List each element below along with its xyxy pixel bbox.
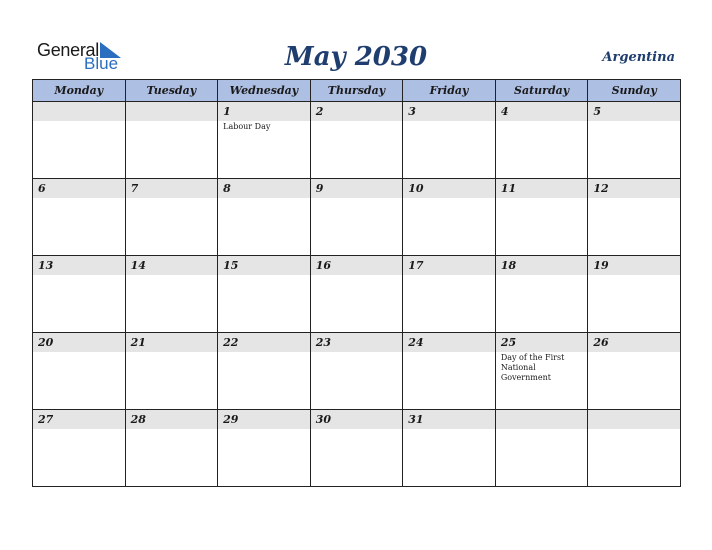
weekday-header: Saturday <box>495 80 588 102</box>
day-number: 15 <box>218 256 310 275</box>
holiday-label: Labour Day <box>223 122 271 131</box>
week-row <box>33 410 681 487</box>
day-number: 29 <box>218 410 310 429</box>
day-number: 31 <box>403 410 495 429</box>
day-number: 7 <box>126 179 218 198</box>
day-number: 3 <box>403 102 495 121</box>
day-cell <box>403 179 496 256</box>
day-number: 24 <box>403 333 495 352</box>
day-cell <box>218 102 311 179</box>
day-number <box>126 102 218 121</box>
day-number: 18 <box>496 256 588 275</box>
day-number: 28 <box>126 410 218 429</box>
day-number: 22 <box>218 333 310 352</box>
day-number: 1 <box>218 102 310 121</box>
day-cell <box>125 102 218 179</box>
weekday-header: Wednesday <box>218 80 311 102</box>
logo-text-general: General <box>37 40 99 60</box>
day-number: 8 <box>218 179 310 198</box>
day-number: 30 <box>311 410 403 429</box>
day-cell <box>588 410 681 487</box>
day-number: 11 <box>496 179 588 198</box>
holiday-label: Day of the First National Government <box>500 353 565 382</box>
day-number: 26 <box>588 333 680 352</box>
day-number: 20 <box>33 333 125 352</box>
weekday-header: Thursday <box>310 80 403 102</box>
day-cell <box>125 333 218 410</box>
day-cell <box>310 102 403 179</box>
day-cell <box>125 410 218 487</box>
day-cell <box>125 256 218 333</box>
day-number: 5 <box>588 102 680 121</box>
day-cell <box>125 179 218 256</box>
day-cell <box>588 102 681 179</box>
day-number: 12 <box>588 179 680 198</box>
day-cell <box>403 256 496 333</box>
day-cell <box>218 410 311 487</box>
day-number: 27 <box>33 410 125 429</box>
day-cell <box>33 102 126 179</box>
day-cell <box>588 179 681 256</box>
day-number: 19 <box>588 256 680 275</box>
logo-text-blue: Blue <box>84 54 119 73</box>
week-row <box>33 333 681 410</box>
day-cell <box>495 102 588 179</box>
week-row <box>33 256 681 333</box>
calendar-grid <box>32 79 681 487</box>
week-row <box>33 179 681 256</box>
weekday-header: Friday <box>403 80 496 102</box>
day-cell <box>218 256 311 333</box>
day-cell <box>218 333 311 410</box>
day-number <box>496 410 588 429</box>
day-number: 4 <box>496 102 588 121</box>
day-cell <box>33 410 126 487</box>
day-cell <box>33 179 126 256</box>
weekday-header: Monday <box>33 80 126 102</box>
day-cell <box>310 410 403 487</box>
page-title: May 2030 <box>284 42 428 72</box>
day-cell <box>588 256 681 333</box>
day-number <box>33 102 125 121</box>
day-number: 2 <box>311 102 403 121</box>
day-number: 25 <box>496 333 588 352</box>
day-cell <box>310 256 403 333</box>
day-cell <box>310 179 403 256</box>
day-number: 23 <box>311 333 403 352</box>
day-cell <box>33 333 126 410</box>
day-cell <box>403 410 496 487</box>
day-number <box>588 410 680 429</box>
day-cell <box>495 410 588 487</box>
day-cell <box>588 333 681 410</box>
day-number: 9 <box>311 179 403 198</box>
day-number: 16 <box>311 256 403 275</box>
calendar-body <box>33 102 681 487</box>
day-number: 10 <box>403 179 495 198</box>
weekday-header: Tuesday <box>125 80 218 102</box>
day-number: 6 <box>33 179 125 198</box>
weekday-header: Sunday <box>588 80 681 102</box>
day-number: 13 <box>33 256 125 275</box>
day-number: 17 <box>403 256 495 275</box>
day-cell <box>495 256 588 333</box>
day-cell <box>495 179 588 256</box>
day-number: 14 <box>126 256 218 275</box>
week-row <box>33 102 681 179</box>
day-number: 21 <box>126 333 218 352</box>
day-cell <box>218 179 311 256</box>
day-cell <box>495 333 588 410</box>
country-label: Argentina <box>602 50 675 65</box>
day-cell <box>310 333 403 410</box>
day-cell <box>403 333 496 410</box>
weekday-header-row <box>33 80 681 102</box>
day-cell <box>403 102 496 179</box>
day-cell <box>33 256 126 333</box>
